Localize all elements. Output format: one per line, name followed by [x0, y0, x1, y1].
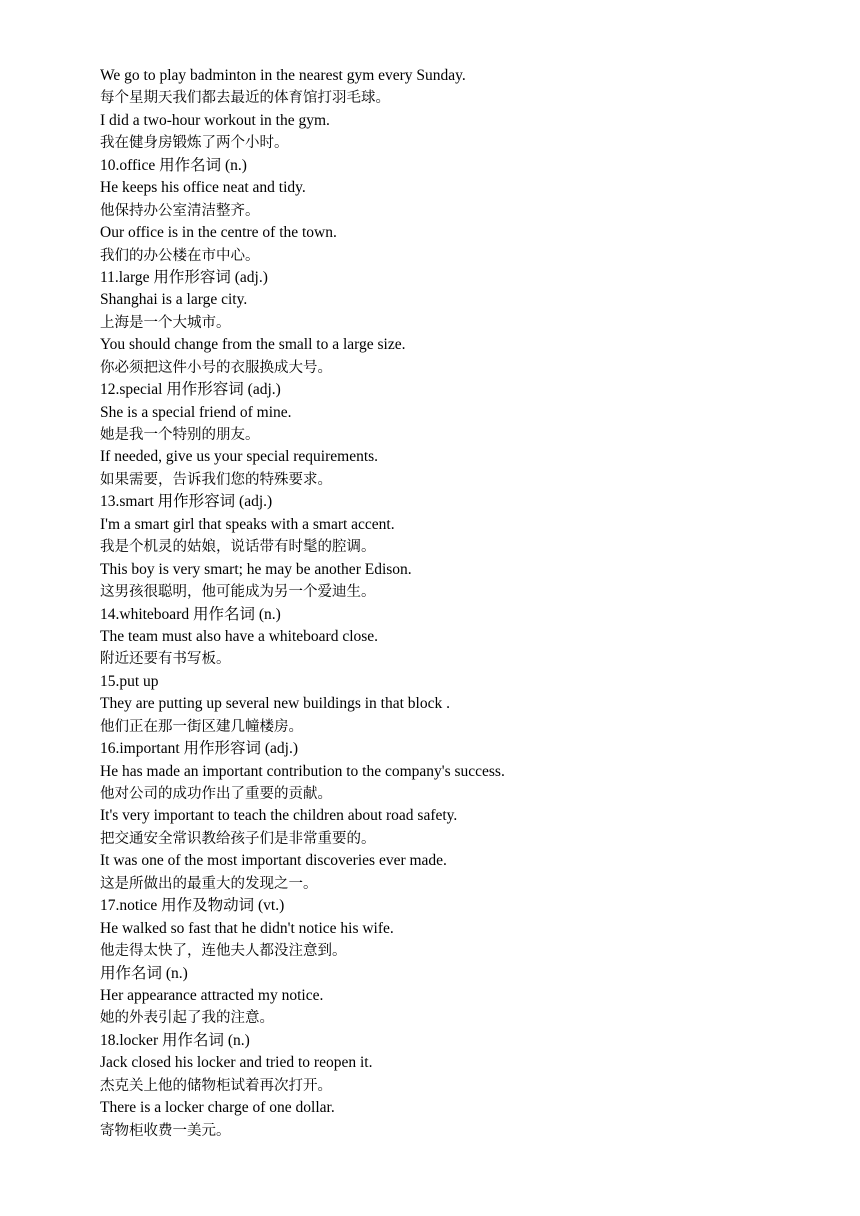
vocabulary-heading: 17.notice 用作及物动词 (vt.) — [100, 897, 285, 915]
vocabulary-heading: 11.large 用作形容词 (adj.) — [100, 268, 268, 286]
document-body — [100, 65, 800, 1142]
english-example-line: It was one of the most important discoveries ever made. — [100, 852, 447, 870]
chinese-translation-line: 寄物柜收费一美元。 — [100, 1122, 231, 1139]
english-example-line: She is a special friend of mine. — [100, 403, 292, 421]
vocabulary-heading: 16.important 用作形容词 (adj.) — [100, 740, 299, 758]
chinese-translation-line: 我们的办公楼在市中心。 — [100, 247, 260, 264]
chinese-translation-line: 这是所做出的最重大的发现之一。 — [100, 875, 318, 892]
chinese-translation-line: 他走得太快了，连他夫人都没注意到。 — [100, 943, 347, 960]
chinese-translation-line: 如果需要，告诉我们您的特殊要求。 — [100, 471, 332, 488]
english-example-line: The team must also have a whiteboard close. — [100, 627, 379, 645]
english-example-line: It's very important to teach the children about road safety. — [100, 807, 458, 825]
vocabulary-heading: 15.put up — [100, 672, 159, 690]
chinese-translation-line: 把交通安全常识教给孩子们是非常重要的。 — [100, 830, 376, 847]
vocabulary-heading: 18.locker 用作名词 (n.) — [100, 1031, 250, 1049]
english-example-line: He walked so fast that he didn't notice his wife. — [100, 919, 394, 937]
english-example-line: You should change from the small to a large size. — [100, 336, 406, 354]
chinese-translation-line: 她的外表引起了我的注意。 — [100, 1010, 274, 1027]
english-example-line: Jack closed his locker and tried to reopen it. — [100, 1054, 373, 1072]
english-example-line: We go to play badminton in the nearest gym every Sunday. — [100, 67, 466, 84]
english-example-line: Our office is in the centre of the town. — [100, 224, 337, 242]
english-example-line: I did a two-hour workout in the gym. — [100, 111, 330, 129]
english-example-line: He keeps his office neat and tidy. — [100, 179, 306, 197]
vocabulary-heading: 10.office 用作名词 (n.) — [100, 156, 247, 174]
english-example-line: They are putting up several new buildings in that block . — [100, 695, 450, 713]
english-example-line: If needed, give us your special requirements. — [100, 448, 379, 466]
vocabulary-heading: 13.smart 用作形容词 (adj.) — [100, 493, 273, 511]
chinese-translation-line: 他保持办公室清洁整齐。 — [100, 202, 260, 219]
english-example-line: This boy is very smart; he may be another Edison. — [100, 560, 412, 578]
chinese-translation-line: 她是我一个特别的朋友。 — [100, 427, 260, 443]
english-example-line: There is a locker charge of one dollar. — [100, 1099, 335, 1117]
chinese-translation-line: 你必须把这件小号的衣服换成大号。 — [100, 359, 332, 376]
chinese-translation-line: 他们正在那一街区建几幢楼房。 — [100, 718, 303, 735]
chinese-translation-line: 我在健身房锻炼了两个小时。 — [100, 135, 289, 152]
vocabulary-heading: 用作名词 (n.) — [100, 964, 188, 982]
vocabulary-heading: 14.whiteboard 用作名词 (n.) — [100, 605, 281, 623]
english-example-line: I'm a smart girl that speaks with a smart accent. — [100, 515, 395, 533]
english-example-line: Her appearance attracted my notice. — [100, 986, 324, 1004]
chinese-translation-line: 这男孩很聪明，他可能成为另一个爱迪生。 — [100, 584, 376, 601]
chinese-translation-line: 每个星期天我们都去最近的体育馆打羽毛球。 — [100, 90, 390, 107]
chinese-translation-line: 上海是一个大城市。 — [100, 314, 231, 331]
english-example-line: He has made an important contribution to the company's success. — [100, 762, 505, 780]
vocabulary-heading: 12.special 用作形容词 (adj.) — [100, 381, 281, 399]
chinese-translation-line: 杰克关上他的储物柜试着再次打开。 — [100, 1077, 332, 1094]
chinese-translation-line: 他对公司的成功作出了重要的贡献。 — [100, 786, 332, 802]
chinese-translation-line: 附近还要有书写板。 — [100, 651, 231, 668]
english-example-line: Shanghai is a large city. — [100, 291, 248, 309]
chinese-translation-line: 我是个机灵的姑娘，说话带有时髦的腔调。 — [100, 539, 376, 556]
